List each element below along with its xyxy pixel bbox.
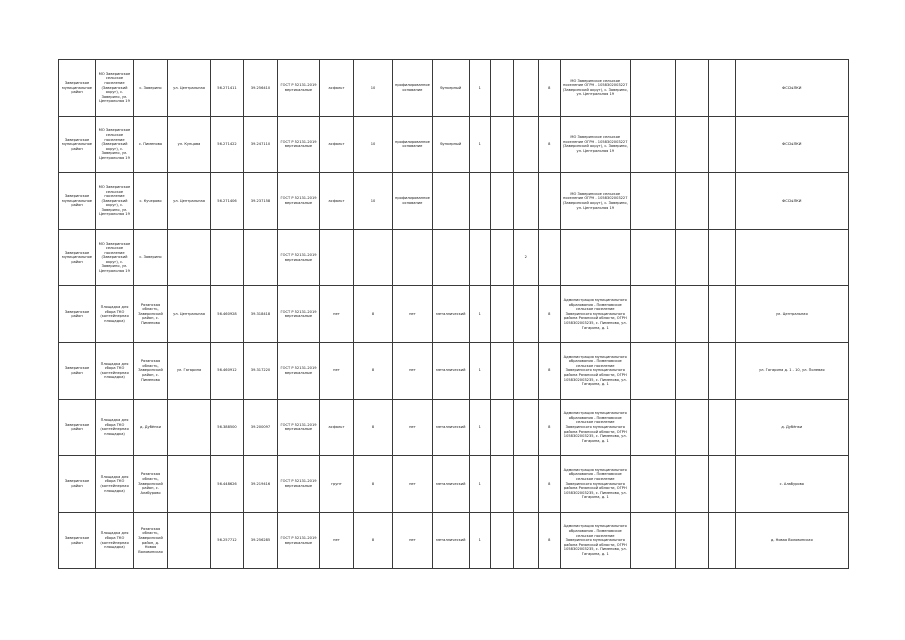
table-cell bbox=[630, 286, 675, 343]
table-row bbox=[59, 116, 849, 173]
table-cell bbox=[513, 342, 538, 399]
table-cell: асфальт bbox=[320, 173, 354, 230]
table-cell bbox=[675, 229, 708, 286]
table-cell bbox=[675, 342, 708, 399]
table-cell: профилированное основание bbox=[393, 173, 433, 230]
table-cell: ГОСТ Р 52131-2019 вертикальные bbox=[278, 456, 320, 513]
table-cell bbox=[630, 60, 675, 117]
table-cell bbox=[708, 342, 735, 399]
table-cell: 56.257712 bbox=[211, 512, 244, 569]
table-cell bbox=[393, 229, 433, 286]
table-cell: 10 bbox=[354, 60, 393, 117]
table-cell: ул. Центральная bbox=[168, 286, 211, 343]
table-cell: Заверинское район bbox=[59, 342, 96, 399]
table-cell: Заверинское муниципальное район bbox=[59, 173, 96, 230]
table-cell: ул. Гагарина bbox=[168, 342, 211, 399]
table-cell: Заверинское район bbox=[59, 399, 96, 456]
table-cell bbox=[490, 60, 513, 117]
table-cell: Заверинское район bbox=[59, 286, 96, 343]
table-cell: 1 bbox=[469, 512, 490, 569]
table-cell: нет bbox=[320, 512, 354, 569]
table-cell: с. Заверино bbox=[134, 60, 168, 117]
table-cell bbox=[630, 342, 675, 399]
table-cell: грунт bbox=[320, 456, 354, 513]
table-cell: Администрация муниципального образования - Пименовское сельское поселение Заверинского муниципального района Рязанской области, ОГРН 1058302003235, с. Пименово, ул. Гагарина, д. 1 bbox=[560, 399, 630, 456]
table-cell: с. Пименово bbox=[134, 116, 168, 173]
table-cell: нет bbox=[393, 399, 433, 456]
table-row bbox=[59, 342, 849, 399]
table-cell: 8 bbox=[538, 116, 560, 173]
table-cell: 2 bbox=[513, 229, 538, 286]
table-cell bbox=[675, 399, 708, 456]
table-cell: ГОСТ Р 52131-2019 вертикальные bbox=[278, 399, 320, 456]
table-cell bbox=[513, 116, 538, 173]
table-cell: 8 bbox=[354, 456, 393, 513]
table-cell bbox=[490, 286, 513, 343]
table-cell: 39.200097 bbox=[244, 399, 278, 456]
table-cell: 56.460912 bbox=[211, 342, 244, 399]
table-row bbox=[59, 286, 849, 343]
table-cell bbox=[630, 116, 675, 173]
table-cell bbox=[513, 512, 538, 569]
table-cell: 10 bbox=[354, 173, 393, 230]
table-cell: МО Заверинское сельское поселение ОГРН - 1058302003227 (Заверинский округ), с. Заверино, ул. Центральная 19 bbox=[560, 116, 630, 173]
table-cell: 56.271406 bbox=[211, 173, 244, 230]
table-cell: профилированное основание bbox=[393, 116, 433, 173]
table-cell: 56.460928 bbox=[211, 286, 244, 343]
table-cell: 39.219416 bbox=[244, 456, 278, 513]
table-cell: нет bbox=[393, 286, 433, 343]
table-cell: 8 bbox=[538, 60, 560, 117]
table-row bbox=[59, 229, 849, 286]
table-cell bbox=[490, 173, 513, 230]
table-cell bbox=[168, 399, 211, 456]
table-cell: ФССЫЛКИ bbox=[735, 116, 848, 173]
table-cell: ФССЫЛКИ bbox=[735, 173, 848, 230]
table-row bbox=[59, 60, 849, 117]
table-cell: 8 bbox=[354, 342, 393, 399]
table-cell: 39.247110 bbox=[244, 116, 278, 173]
registry-body bbox=[59, 60, 849, 569]
table-row bbox=[59, 399, 849, 456]
table-cell: ул. Гагарина д. 1 - 10, ул. Полевая bbox=[735, 342, 848, 399]
table-cell bbox=[469, 229, 490, 286]
table-cell: 56.271411 bbox=[211, 60, 244, 117]
table-cell bbox=[513, 286, 538, 343]
table-cell: 8 bbox=[354, 399, 393, 456]
table-cell bbox=[432, 173, 469, 230]
table-cell: МО Заверинское сельское поселение (Заверинский округ), с. Заверино, ул. Центральная 19 bbox=[96, 116, 134, 173]
table-cell bbox=[490, 456, 513, 513]
table-cell: 56.271422 bbox=[211, 116, 244, 173]
table-row bbox=[59, 173, 849, 230]
table-cell: Рязанская область, Заверинский район, с. Пименово bbox=[134, 342, 168, 399]
table-cell: ГОСТ Р 52131-2019 вертикальные bbox=[278, 286, 320, 343]
table-cell bbox=[630, 173, 675, 230]
table-cell: нет bbox=[393, 512, 433, 569]
table-cell: Площадка для сбора ТКО (контейнерная площадка) bbox=[96, 342, 134, 399]
table-cell bbox=[630, 229, 675, 286]
table-cell: 1 bbox=[469, 116, 490, 173]
table-cell bbox=[490, 116, 513, 173]
table-cell: 56.388500 bbox=[211, 399, 244, 456]
table-cell: Администрация муниципального образования - Пименовское сельское поселение Заверинского муниципального района Рязанской области, ОГРН 1058302003235, с. Пименово, ул. Гагарина, д. 1 bbox=[560, 342, 630, 399]
table-cell: металлический bbox=[432, 286, 469, 343]
table-cell: Площадка для сбора ТКО (контейнерная площадка) bbox=[96, 512, 134, 569]
table-cell: 8 bbox=[354, 512, 393, 569]
table-cell bbox=[630, 512, 675, 569]
table-cell: нет bbox=[393, 342, 433, 399]
table-cell bbox=[708, 286, 735, 343]
table-cell bbox=[432, 229, 469, 286]
table-cell: Заверинское муниципальное район bbox=[59, 60, 96, 117]
table-cell: 39.317220 bbox=[244, 342, 278, 399]
table-cell: 8 bbox=[538, 342, 560, 399]
table-cell: 1 bbox=[469, 456, 490, 513]
table-cell: Заверинское муниципальное район bbox=[59, 229, 96, 286]
table-cell bbox=[538, 229, 560, 286]
table-cell: МО Заверинское сельское поселение (Заверинский округ), с. Заверино, ул. Центральная 19 bbox=[96, 173, 134, 230]
table-cell bbox=[513, 456, 538, 513]
table-cell bbox=[354, 229, 393, 286]
table-cell bbox=[708, 229, 735, 286]
table-cell: бункерный bbox=[432, 60, 469, 117]
table-cell: ГОСТ Р 52131-2019 вертикальные bbox=[278, 173, 320, 230]
table-cell: ФССЫЛКИ bbox=[735, 60, 848, 117]
table-cell bbox=[211, 229, 244, 286]
table-cell bbox=[708, 399, 735, 456]
table-cell: нет bbox=[393, 456, 433, 513]
table-cell: асфальт bbox=[320, 60, 354, 117]
registry-table bbox=[58, 59, 849, 569]
table-cell: МО Заверинское сельское поселение (Заверинский округ), с. Заверино, ул. Центральная 19 bbox=[96, 60, 134, 117]
table-cell bbox=[168, 456, 211, 513]
table-cell bbox=[708, 173, 735, 230]
table-cell bbox=[675, 456, 708, 513]
table-cell bbox=[490, 342, 513, 399]
table-cell: 39.256285 bbox=[244, 512, 278, 569]
table-cell bbox=[490, 229, 513, 286]
table-cell bbox=[244, 229, 278, 286]
table-cell: МО Заверинское сельское поселение (Заверинский округ), с. Заверино, ул. Центральная 19 bbox=[96, 229, 134, 286]
table-cell: Площадка для сбора ТКО (контейнерная площадка) bbox=[96, 456, 134, 513]
table-cell bbox=[630, 399, 675, 456]
table-cell bbox=[320, 229, 354, 286]
table-cell bbox=[708, 60, 735, 117]
table-cell: 56.448626 bbox=[211, 456, 244, 513]
table-cell: бункерный bbox=[432, 116, 469, 173]
table-cell: 1 bbox=[469, 399, 490, 456]
table-cell: нет bbox=[320, 342, 354, 399]
table-cell: асфальт bbox=[320, 116, 354, 173]
table-cell: д. Новая Воловинская bbox=[735, 512, 848, 569]
table-cell: 1 bbox=[469, 286, 490, 343]
table-cell bbox=[708, 456, 735, 513]
table-cell: ул. Центральная bbox=[168, 60, 211, 117]
document-sheet bbox=[58, 59, 849, 569]
table-cell: с. Кучерово bbox=[134, 173, 168, 230]
table-cell bbox=[675, 173, 708, 230]
table-cell bbox=[675, 60, 708, 117]
table-cell: профилированное основание bbox=[393, 60, 433, 117]
table-cell: ГОСТ Р 52131-2019 вертикальные bbox=[278, 342, 320, 399]
table-cell: с. Заверино bbox=[134, 229, 168, 286]
table-cell: Заверинское район bbox=[59, 456, 96, 513]
table-cell: Площадка для сбора ТКО (контейнерная площадка) bbox=[96, 286, 134, 343]
table-cell: д. Дубёнки bbox=[134, 399, 168, 456]
table-cell bbox=[708, 512, 735, 569]
table-cell: ул. Центральная bbox=[735, 286, 848, 343]
table-cell: 8 bbox=[538, 399, 560, 456]
table-cell bbox=[513, 399, 538, 456]
table-cell bbox=[560, 229, 630, 286]
table-cell: Администрация муниципального образования - Пименовское сельское поселение Заверинского муниципального района Рязанской области, ОГРН 1058302003235, с. Пименово, ул. Гагарина, д. 1 bbox=[560, 456, 630, 513]
table-cell bbox=[490, 399, 513, 456]
table-cell: металлический bbox=[432, 342, 469, 399]
table-cell bbox=[168, 512, 211, 569]
table-cell: Заверинское район bbox=[59, 512, 96, 569]
table-cell: ул. Центральная bbox=[168, 173, 211, 230]
table-cell: Рязанская область, Заверинский район, д. Новая Воловинская bbox=[134, 512, 168, 569]
table-cell: Площадка для сбора ТКО (контейнерная площадка) bbox=[96, 399, 134, 456]
table-cell bbox=[513, 173, 538, 230]
table-cell bbox=[513, 60, 538, 117]
table-cell bbox=[490, 512, 513, 569]
table-cell: 39.318418 bbox=[244, 286, 278, 343]
table-cell: ГОСТ Р 52131-2019 вертикальные bbox=[278, 116, 320, 173]
table-cell: ГОСТ Р 52131-2019 вертикальные bbox=[278, 60, 320, 117]
table-cell: Администрация муниципального образования - Пименовское сельское поселение Заверинского муниципального района Рязанской области, ОГРН 1058302003235, с. Пименово, ул. Гагарина, д. 1 bbox=[560, 286, 630, 343]
table-cell: 8 bbox=[538, 456, 560, 513]
table-cell: 10 bbox=[354, 116, 393, 173]
table-cell: 1 bbox=[469, 342, 490, 399]
table-cell: д. Дубёнки bbox=[735, 399, 848, 456]
table-cell: нет bbox=[320, 286, 354, 343]
table-cell: ГОСТ Р 52131-2019 вертикальные bbox=[278, 229, 320, 286]
table-cell bbox=[675, 116, 708, 173]
table-cell bbox=[630, 456, 675, 513]
table-cell bbox=[735, 229, 848, 286]
table-cell: с. Алабурово bbox=[735, 456, 848, 513]
table-cell: 39.256410 bbox=[244, 60, 278, 117]
table-cell: МО Заверинское сельское поселение ОГРН - 1058302003227 (Заверинский округ), с. Заверино, ул. Центральная 19 bbox=[560, 173, 630, 230]
table-cell: ул. Кунцова bbox=[168, 116, 211, 173]
table-cell bbox=[168, 229, 211, 286]
table-cell: МО Заверинское сельское поселение ОГРН - 1058302003227 (Заверинский округ), с. Заверино, ул. Центральная 19 bbox=[560, 60, 630, 117]
table-cell: Заверинское муниципальное район bbox=[59, 116, 96, 173]
table-cell: 39.237158 bbox=[244, 173, 278, 230]
table-cell: Рязанская область, Заверинский район, с. Алабурово bbox=[134, 456, 168, 513]
table-row bbox=[59, 512, 849, 569]
table-cell bbox=[675, 512, 708, 569]
table-cell: ГОСТ Р 52131-2019 вертикальные bbox=[278, 512, 320, 569]
table-cell bbox=[675, 286, 708, 343]
table-cell: металлический bbox=[432, 456, 469, 513]
table-cell bbox=[538, 173, 560, 230]
table-cell: 8 bbox=[538, 286, 560, 343]
table-cell: асфальт bbox=[320, 399, 354, 456]
table-cell: 8 bbox=[354, 286, 393, 343]
table-cell: Рязанская область, Заверинский район, с. Пименово bbox=[134, 286, 168, 343]
table-cell: Администрация муниципального образования - Пименовское сельское поселение Заверинского муниципального района Рязанской области, ОГРН 1058302003235, с. Пименово, ул. Гагарина, д. 1 bbox=[560, 512, 630, 569]
table-cell: 1 bbox=[469, 60, 490, 117]
table-cell: металлический bbox=[432, 399, 469, 456]
table-cell: металлический bbox=[432, 512, 469, 569]
table-row bbox=[59, 456, 849, 513]
table-cell: 8 bbox=[538, 512, 560, 569]
table-cell bbox=[708, 116, 735, 173]
table-cell bbox=[469, 173, 490, 230]
